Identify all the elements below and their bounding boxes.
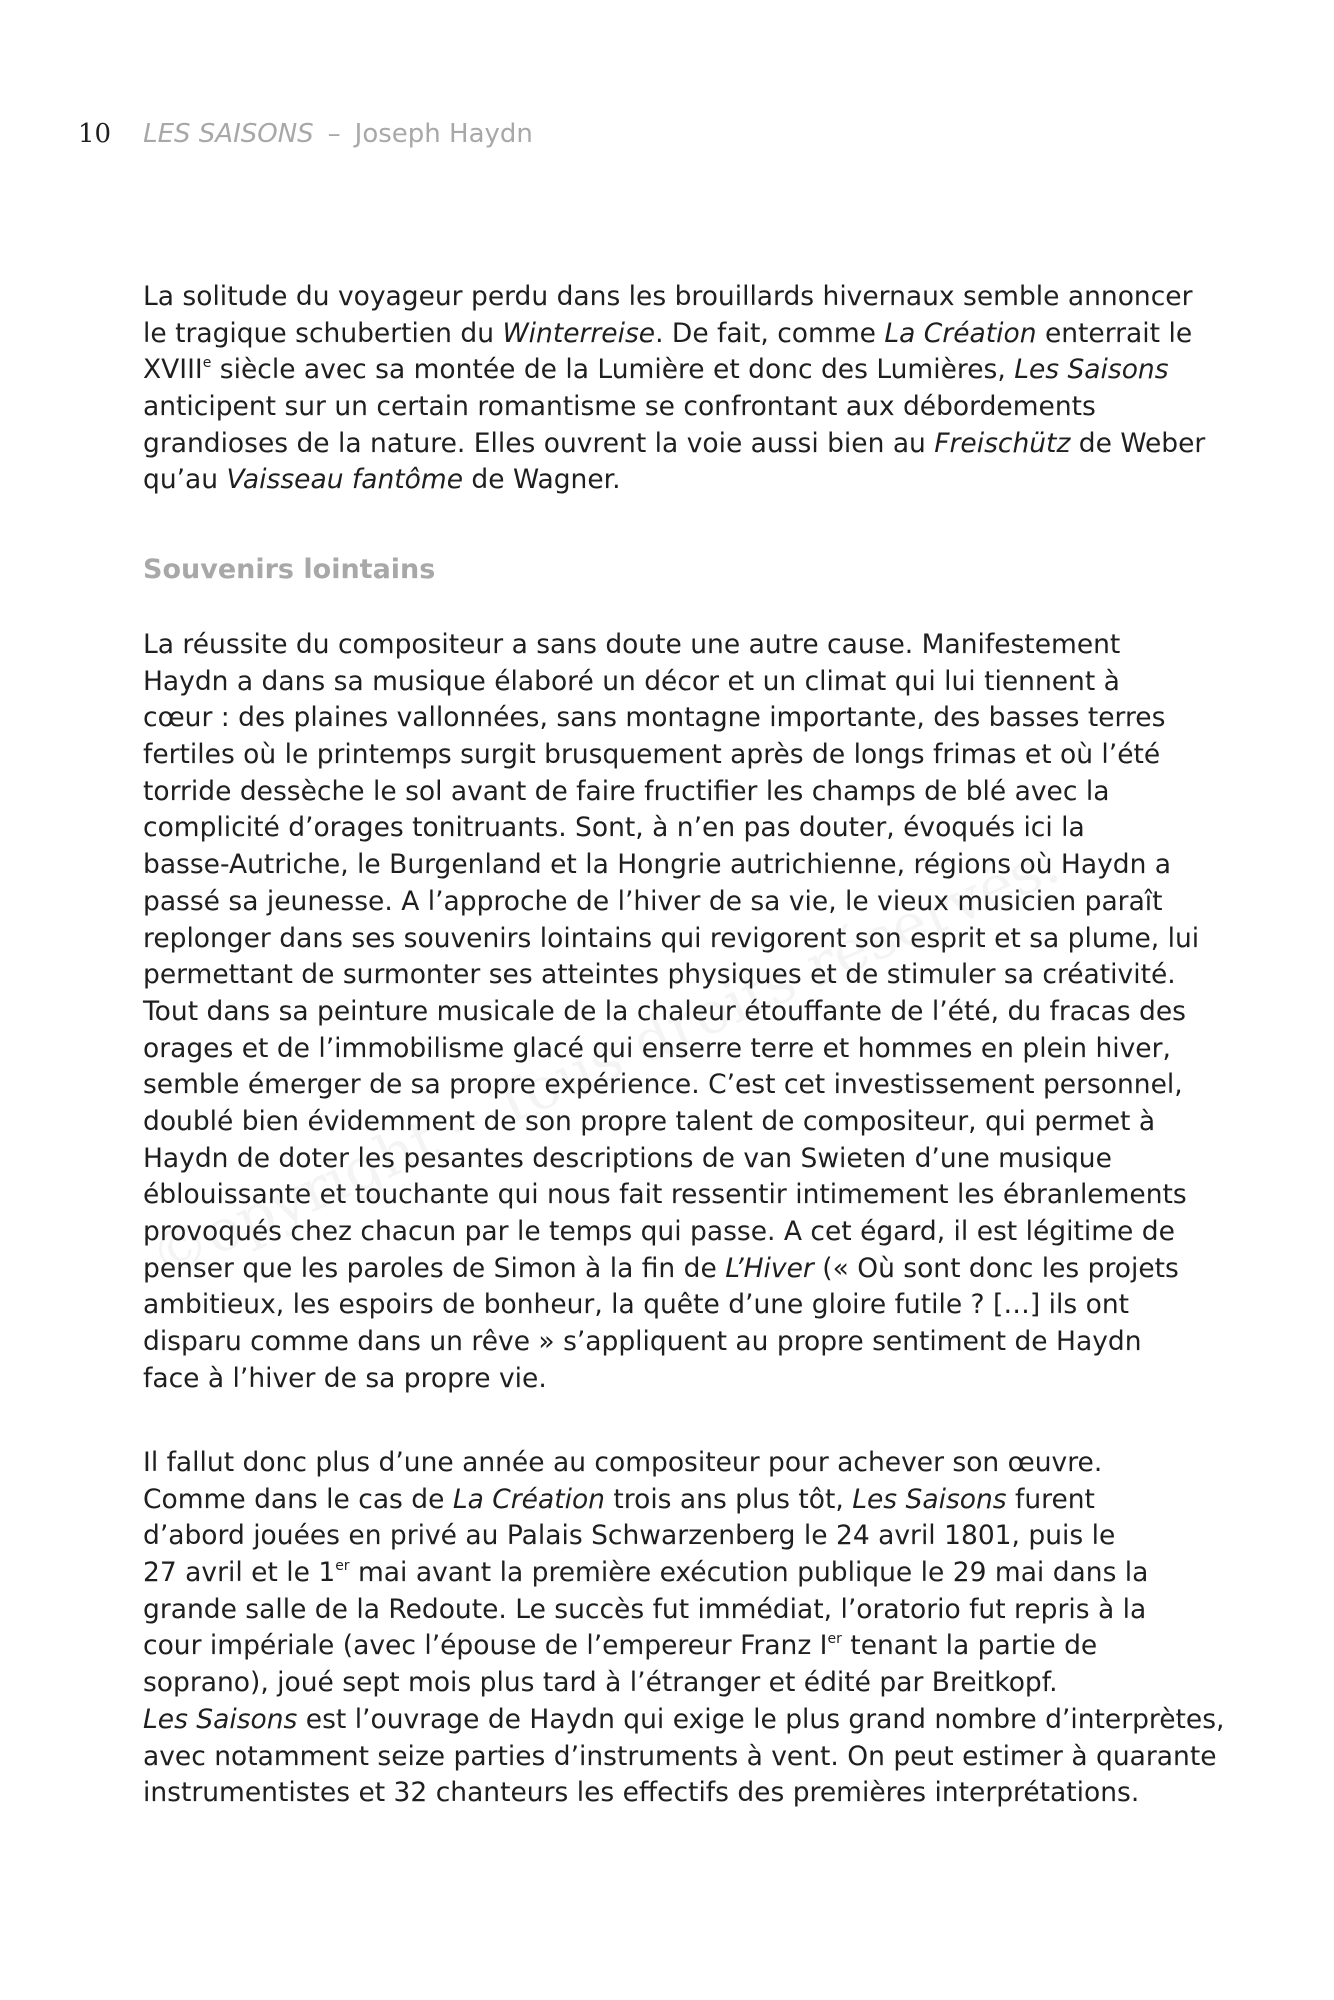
text-line: doublé bien évidemment de son propre talent de compositeur, qui permet à (143, 1105, 1156, 1137)
book-title: LES SAISONS (143, 119, 314, 149)
paragraph-souvenirs (143, 627, 1223, 1397)
text-line: orages et de l’immobilisme glacé qui enserre terre et hommes en plein hiver, (143, 1032, 1171, 1064)
author-name: Joseph Haydn (354, 119, 533, 149)
text-line: cœur : des plaines vallonnées, sans montagne importante, des basses terres (143, 702, 1166, 734)
superscript: er (335, 1558, 350, 1575)
italic-title: Les Saisons (1014, 354, 1169, 386)
text-line: basse-Autriche, le Burgenland et la Hongrie autrichienne, régions où Haydn a (143, 849, 1172, 881)
text-line: 27 avril et le 1er mai avant la première exécution publique le 29 mai dans la (143, 1557, 1149, 1589)
italic-title: Winterreise (502, 317, 656, 349)
text-line: fertiles où le printemps surgit brusquement après de longs frimas et où l’été (143, 739, 1161, 771)
text-line: grandioses de la nature. Elles ouvrent la voie aussi bien au Freischütz de Weber (143, 427, 1206, 459)
paragraph-premiere (143, 1445, 1223, 1812)
text-line: grande salle de la Redoute. Le succès fut immédiat, l’oratorio fut repris à la (143, 1593, 1147, 1625)
text-line: complicité d’orages tonitruants. Sont, à n’en pas douter, évoqués ici la (143, 812, 1085, 844)
text-line: d’abord jouées en privé au Palais Schwarzenberg le 24 avril 1801, puis le (143, 1520, 1116, 1552)
text-line: penser que les paroles de Simon à la fin de L’Hiver (« Où sont donc les projets (143, 1252, 1179, 1284)
running-header (78, 118, 533, 150)
italic-title: L’Hiver (725, 1252, 814, 1284)
section-heading: Souvenirs lointains (143, 554, 436, 585)
header-separator: – (327, 119, 341, 149)
superscript: e (202, 355, 212, 372)
text-line: La solitude du voyageur perdu dans les brouillards hivernaux semble annoncer (143, 281, 1193, 312)
page-number: 10 (78, 119, 112, 149)
italic-title: La Création (884, 317, 1037, 349)
text-line: Haydn a dans sa musique élaboré un décor et un climat qui lui tiennent à (143, 665, 1120, 697)
paragraph-intro (143, 279, 1223, 499)
italic-title: Vaisseau fantôme (226, 464, 463, 496)
text-line: disparu comme dans un rêve » s’appliquent au propre sentiment de Haydn (143, 1326, 1142, 1358)
italic-title: Les Saisons (143, 1703, 298, 1735)
text-line: instrumentistes et 32 chanteurs les effectifs des premières interprétations. (143, 1777, 1140, 1809)
text-line: Comme dans le cas de La Création trois ans plus tôt, Les Saisons furent (143, 1483, 1095, 1515)
text-line: anticipent sur un certain romantisme se confrontant aux débordements (143, 391, 1096, 423)
italic-title: Les Saisons (852, 1483, 1007, 1515)
text-line: Il fallut donc plus d’une année au compositeur pour achever son œuvre. (143, 1447, 1103, 1478)
text-line: replonger dans ses souvenirs lointains qui revigorent son esprit et sa plume, lui (143, 922, 1200, 954)
text-line: avec notamment seize parties d’instruments à vent. On peut estimer à quarante (143, 1740, 1217, 1772)
text-line: Haydn de doter les pesantes descriptions de van Swieten d’une musique (143, 1142, 1112, 1174)
italic-title: La Création (452, 1483, 605, 1515)
text-line: Tout dans sa peinture musicale de la chaleur étouffante de l’été, du fracas des (143, 995, 1186, 1027)
text-line: torride dessèche le sol avant de faire fructifier les champs de blé avec la (143, 775, 1110, 807)
text-line: le tragique schubertien du Winterreise. De fait, comme La Création enterrait le (143, 317, 1193, 349)
text-line: permettant de surmonter ses atteintes physiques et de stimuler sa créativité. (143, 959, 1176, 991)
text-line: La réussite du compositeur a sans doute une autre cause. Manifestement (143, 629, 1121, 660)
italic-title: Freischütz (934, 427, 1071, 459)
text-line: XVIIIe siècle avec sa montée de la Lumière et donc des Lumières, Les Saisons (143, 354, 1169, 386)
text-line: passé sa jeunesse. A l’approche de l’hiver de sa vie, le vieux musicien paraît (143, 885, 1163, 917)
text-line: provoqués chez chacun par le temps qui passe. A cet égard, il est légitime de (143, 1216, 1175, 1247)
text-line: semble émerger de sa propre expérience. C’est cet investissement personnel, (143, 1069, 1183, 1101)
text-line: soprano), joué sept mois plus tard à l’étranger et édité par Breitkopf. (143, 1667, 1058, 1699)
text-line: Les Saisons est l’ouvrage de Haydn qui exige le plus grand nombre d’interprètes, (143, 1703, 1225, 1735)
text-line: ambitieux, les espoirs de bonheur, la quête d’une gloire futile ? […] ils ont (143, 1289, 1129, 1321)
text-line: éblouissante et touchante qui nous fait ressentir intimement les ébranlements (143, 1179, 1187, 1211)
superscript: er (827, 1631, 842, 1648)
text-line: cour impériale (avec l’épouse de l’empereur Franz Ier tenant la partie de (143, 1630, 1098, 1662)
text-line: face à l’hiver de sa propre vie. (143, 1362, 547, 1394)
text-line: qu’au Vaisseau fantôme de Wagner. (143, 464, 621, 496)
